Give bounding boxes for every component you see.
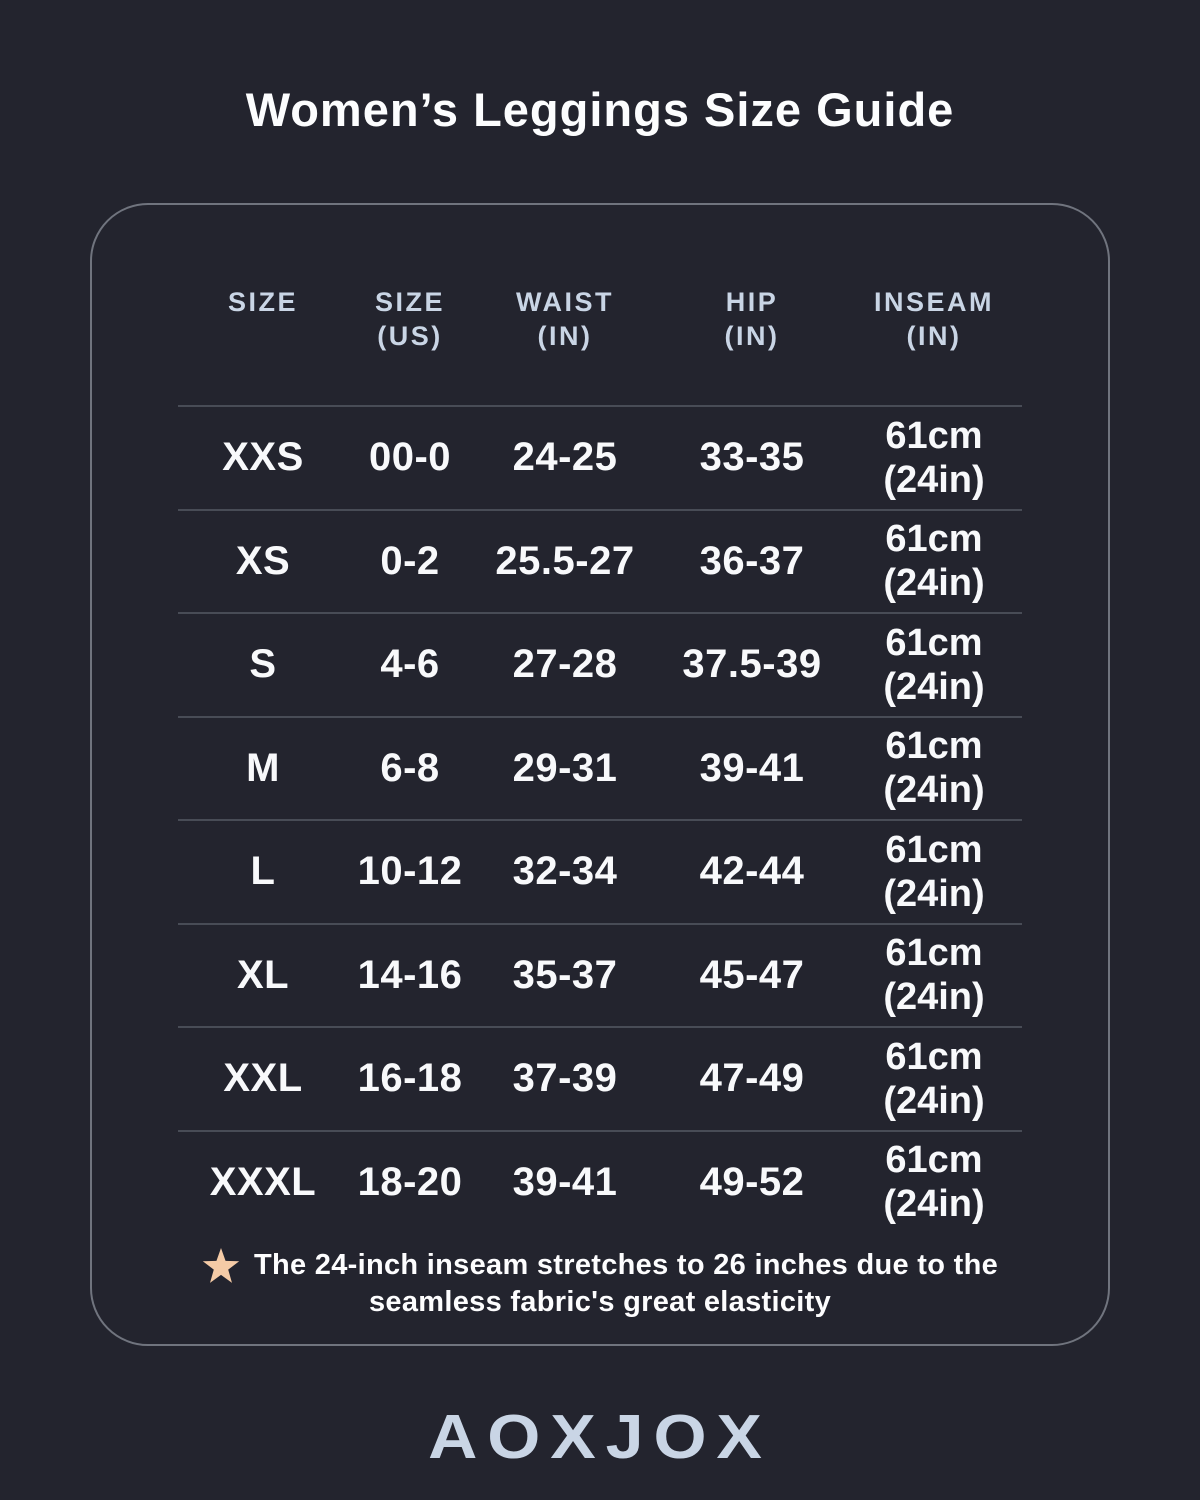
cell-size: M [246, 745, 280, 790]
table-row-l [178, 819, 1022, 923]
table-row-xxs [178, 405, 1022, 509]
header-size: SIZE [227, 287, 298, 317]
cell-hip: 39-41 [699, 745, 805, 790]
size-chart-card [90, 203, 1110, 1346]
table-row-xxxl [178, 1130, 1022, 1234]
cell-inseam: 61cm (24in) [883, 518, 985, 605]
cell-inseam: 61cm (24in) [883, 1139, 985, 1226]
cell-hip: 45-47 [699, 952, 805, 997]
cell-hip: 33-35 [699, 435, 805, 480]
cell-size: S [249, 642, 277, 687]
footnote-text-line-1: The 24-inch inseam stretches to 26 inches due to the [253, 1249, 999, 1281]
cell-size: XXL [223, 1056, 303, 1101]
cell-waist: 37-39 [512, 1056, 618, 1101]
page-title: Women’s Leggings Size Guide [245, 83, 955, 136]
star-icon [202, 1248, 240, 1284]
footnote-text-line-2: seamless fabric's great elasticity [368, 1286, 832, 1318]
table-row-s [178, 612, 1022, 716]
header-waist: WAIST (IN) [516, 287, 614, 351]
cell-size-us: 14-16 [357, 952, 463, 997]
size-table [178, 205, 1022, 1233]
cell-inseam: 61cm (24in) [883, 932, 985, 1019]
brand-logo: AOXJOX [428, 1403, 772, 1472]
cell-size: L [250, 849, 276, 894]
cell-hip: 49-52 [699, 1159, 805, 1204]
header-size-us: SIZE (US) [374, 287, 445, 351]
footnote [92, 1247, 1108, 1321]
cell-size-us: 4-6 [380, 642, 440, 687]
cell-waist: 35-37 [512, 952, 618, 997]
footnote-line-1 [92, 1247, 1108, 1284]
table-header-row [178, 205, 1022, 405]
cell-inseam: 61cm (24in) [883, 828, 985, 915]
header-hip: HIP (IN) [724, 287, 780, 351]
cell-waist: 32-34 [512, 849, 618, 894]
cell-size: XL [236, 952, 290, 997]
cell-hip: 42-44 [699, 849, 805, 894]
cell-inseam: 61cm (24in) [883, 621, 985, 708]
cell-size: XXXL [209, 1159, 317, 1204]
cell-waist: 39-41 [512, 1159, 618, 1204]
cell-waist: 27-28 [512, 642, 618, 687]
cell-waist: 25.5-27 [495, 538, 635, 583]
table-row-xxl [178, 1026, 1022, 1130]
cell-hip: 47-49 [699, 1056, 805, 1101]
cell-waist: 24-25 [512, 435, 618, 480]
table-row-xl [178, 923, 1022, 1027]
cell-waist: 29-31 [512, 745, 618, 790]
cell-size: XXS [222, 435, 304, 480]
cell-inseam: 61cm (24in) [883, 725, 985, 812]
cell-size-us: 16-18 [357, 1056, 463, 1101]
cell-inseam: 61cm (24in) [883, 414, 985, 501]
header-inseam: INSEAM (IN) [873, 287, 994, 351]
cell-hip: 37.5-39 [682, 642, 822, 687]
cell-size-us: 0-2 [380, 538, 440, 583]
cell-inseam: 61cm (24in) [883, 1035, 985, 1122]
cell-size-us: 00-0 [368, 435, 452, 480]
cell-hip: 36-37 [699, 538, 805, 583]
cell-size-us: 18-20 [357, 1159, 463, 1204]
cell-size: XS [235, 538, 291, 583]
table-row-xs [178, 509, 1022, 613]
cell-size-us: 10-12 [357, 849, 463, 894]
cell-size-us: 6-8 [380, 745, 440, 790]
table-row-m [178, 716, 1022, 820]
